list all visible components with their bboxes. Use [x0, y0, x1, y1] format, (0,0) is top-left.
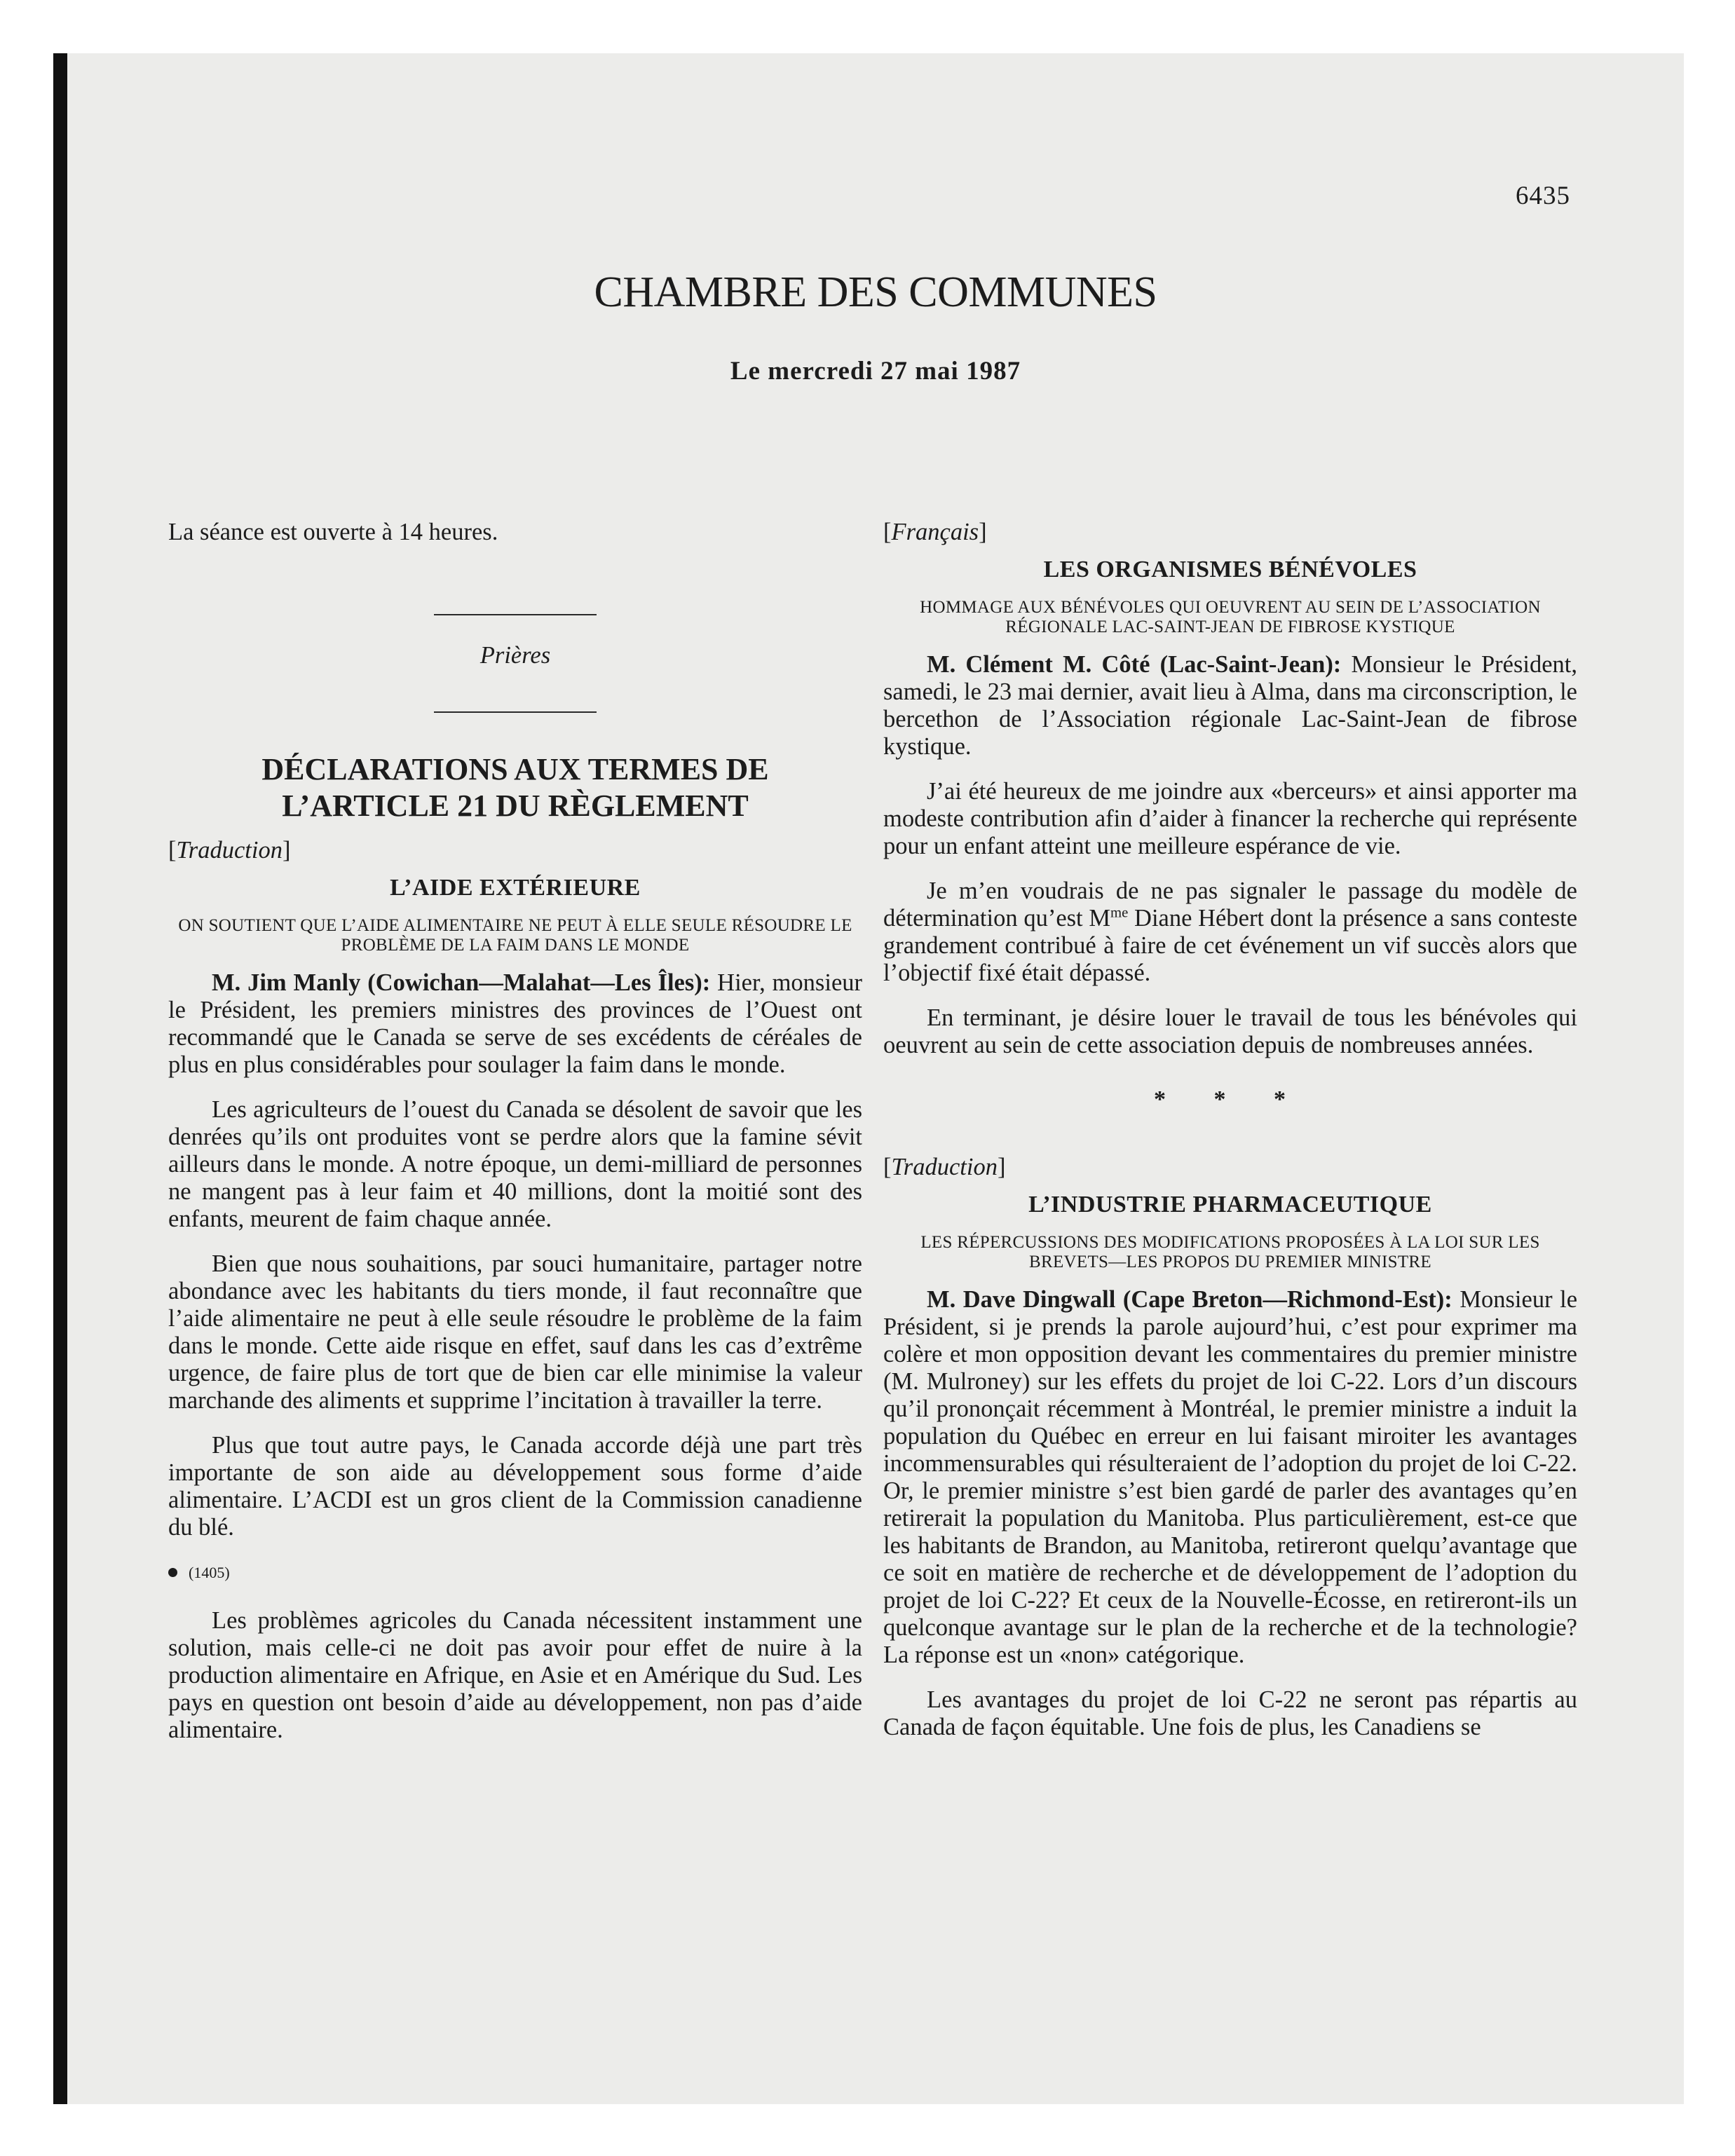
section-heading-line: L’ARTICLE 21 DU RÈGLEMENT [282, 789, 749, 823]
speech-paragraph: En terminant, je désire louer le travail de tous les bénévoles qui oeuvrent au sein de cette association depuis de nombreuses années. [883, 1004, 1577, 1058]
topic-heading: L’AIDE EXTÉRIEURE [390, 875, 641, 901]
divider-rule [434, 711, 597, 713]
speech-paragraph [883, 651, 1577, 760]
language-note-text: Traduction [176, 837, 283, 864]
speech-paragraph: Les avantages du projet de loi C-22 ne seront pas répartis au Canada de façon équitable. Une fois de plus, les Canadiens se [883, 1686, 1577, 1740]
speech-paragraph: Les agriculteurs de l’ouest du Canada se désolent de savoir que les denrées qu’ils ont produites vont se perdre alors que la famine sévit ailleurs dans le monde. A notre époque, un demi-milliard de personnes ne mangent pas à leur faim et 40 millions, dont la moitié sont des enfants, meurent de faim chaque année. [168, 1096, 862, 1232]
page-number: 6435 [1516, 182, 1570, 210]
section-heading-line: DÉCLARATIONS AUX TERMES DE [261, 752, 769, 786]
speech-paragraph [883, 878, 1577, 987]
speech-text: Monsieur le Président, samedi, le 23 mai dernier, avait lieu à Alma, dans ma circonscription, le bercethon de l’Association régionale Lac-Saint-Jean de fibrose kystique. [883, 651, 1577, 760]
subtopic-heading: LES RÉPERCUSSIONS DES MODIFICATIONS PROPOSÉES À LA LOI SUR LES BREVETS—LES PROPOS DU PREMIER MINISTRE [920, 1233, 1540, 1271]
topic-heading: LES ORGANISMES BÉNÉVOLES [1043, 557, 1417, 582]
speech-paragraph: Les problèmes agricoles du Canada nécessitent instamment une solution, mais celle-ci ne doit pas avoir pour effet de nuire à la production alimentaire en Afrique, en Asie et en Amérique du Sud. Les pays en question ont besoin d’aide au développement, non pas d’aide alimentaire. [168, 1607, 862, 1743]
language-note-text: Traduction [891, 1154, 998, 1180]
speech-text: Hier, monsieur le Président, les premiers ministres des provinces de l’Ouest ont recommandé que le Canada se serve de ses excédents de céréales de plus en plus considérables pour soulager la faim dans le monde. [168, 969, 862, 1078]
subtopic-heading: ON SOUTIENT QUE L’AIDE ALIMENTAIRE NE PEUT À ELLE SEULE RÉSOUDRE LE PROBLÈME DE LA FAIM DANS LE MONDE [178, 916, 852, 955]
binding-edge [53, 53, 67, 2104]
speech-paragraph: J’ai été heureux de me joindre aux «berceurs» et ainsi apporter ma modeste contribution afin d’aider à financer la recherche qui représente pour un enfant atteint une meilleure espérance de vie. [883, 778, 1577, 859]
prayers-label: Prières [479, 642, 551, 669]
right-column [883, 519, 1577, 1759]
speech-text: Monsieur le Président, si je prends la parole aujourd’hui, c’est pour exprimer ma colère et mon opposition devant les commentaires du premier ministre (M. Mulroney) sur les effets du projet de loi C-22. Lors d’un discours qu’il prononçait récemment à Montréal, le premier ministre a induit la population du Québec en erreur en lui faisant miroiter les avantages incommensurables qui résulteraient de l’adoption du projet de loi C-22. Or, le premier ministre s’est bien gardé de parler des avantages qu’en retirerait la population du Manitoba. Plus particulièrement, est-ce que les habitants de Brandon, au Manitoba, retireront quelqu’avantage que ce soit en matière de recherche et de développement de l’adoption du projet de loi C-22? Et ceux de la Nouvelle-Écosse, en retireront-ils un quelconque avantage sur le plan de la recherche et de la technologie? La réponse est un «non» catégorique. [883, 1286, 1578, 1668]
language-note: [Traduction] [168, 837, 291, 864]
speaker-name: M. Dave Dingwall (Cape Breton—Richmond-Est): [927, 1286, 1452, 1313]
language-note-text: Français [891, 519, 979, 545]
speaker-name: M. Clément M. Côté (Lac-Saint-Jean): [927, 651, 1342, 678]
time-marker [168, 1559, 862, 1586]
section-heading [168, 751, 862, 824]
speech-text: Je m’en voudrais de ne pas signaler le passage du modèle de détermination qu’est M [883, 878, 1577, 932]
speech-paragraph [168, 969, 862, 1079]
language-note: [Traduction] [883, 1154, 1006, 1180]
honorific-superscript: me [1110, 905, 1129, 921]
left-column [168, 519, 862, 1761]
time-marker-text: (1405) [189, 1564, 230, 1581]
speech-paragraph: Bien que nous souhaitions, par souci humanitaire, partager notre abondance avec les habitants du tiers monde, il faut reconnaître que l’aide alimentaire ne peut à elle seule résoudre le problème de la faim dans le monde. Cette aide risque en effet, sauf dans les cas d’extrême urgence, de faire plus de tort que de bien car elle minimise la valeur marchande des aliments et supprime l’incitation à travailler la terre. [168, 1250, 862, 1414]
speech-paragraph: Plus que tout autre pays, le Canada accorde déjà une part très importante de son aide au développement sous forme d’aide alimentaire. L’ACDI est un gros client de la Commission canadienne du blé. [168, 1432, 862, 1541]
speech-paragraph [883, 1286, 1577, 1669]
language-note: [Français] [883, 519, 987, 545]
subtopic-heading: HOMMAGE AUX BÉNÉVOLES QUI OEUVRENT AU SEIN DE L’ASSOCIATION RÉGIONALE LAC-SAINT-JEAN DE FIBROSE KYSTIQUE [920, 598, 1541, 636]
divider-rule [434, 614, 597, 615]
sitting-opened-text: La séance est ouverte à 14 heures. [168, 519, 498, 545]
speech-text: Diane Hébert dont la présence a sans conteste grandement contribué à faire de cet événement un vif succès alors que l’objectif fixé était dépassé. [883, 905, 1578, 986]
speaker-name: M. Jim Manly (Cowichan—Malahat—Les Îles): [212, 969, 711, 996]
section-separator: * * * [1154, 1086, 1307, 1112]
bullet-icon [168, 1568, 177, 1577]
sitting-date: Le mercredi 27 mai 1987 [730, 357, 1021, 386]
topic-heading: L’INDUSTRIE PHARMACEUTIQUE [1028, 1192, 1432, 1217]
journal-title: CHAMBRE DES COMMUNES [594, 268, 1157, 316]
